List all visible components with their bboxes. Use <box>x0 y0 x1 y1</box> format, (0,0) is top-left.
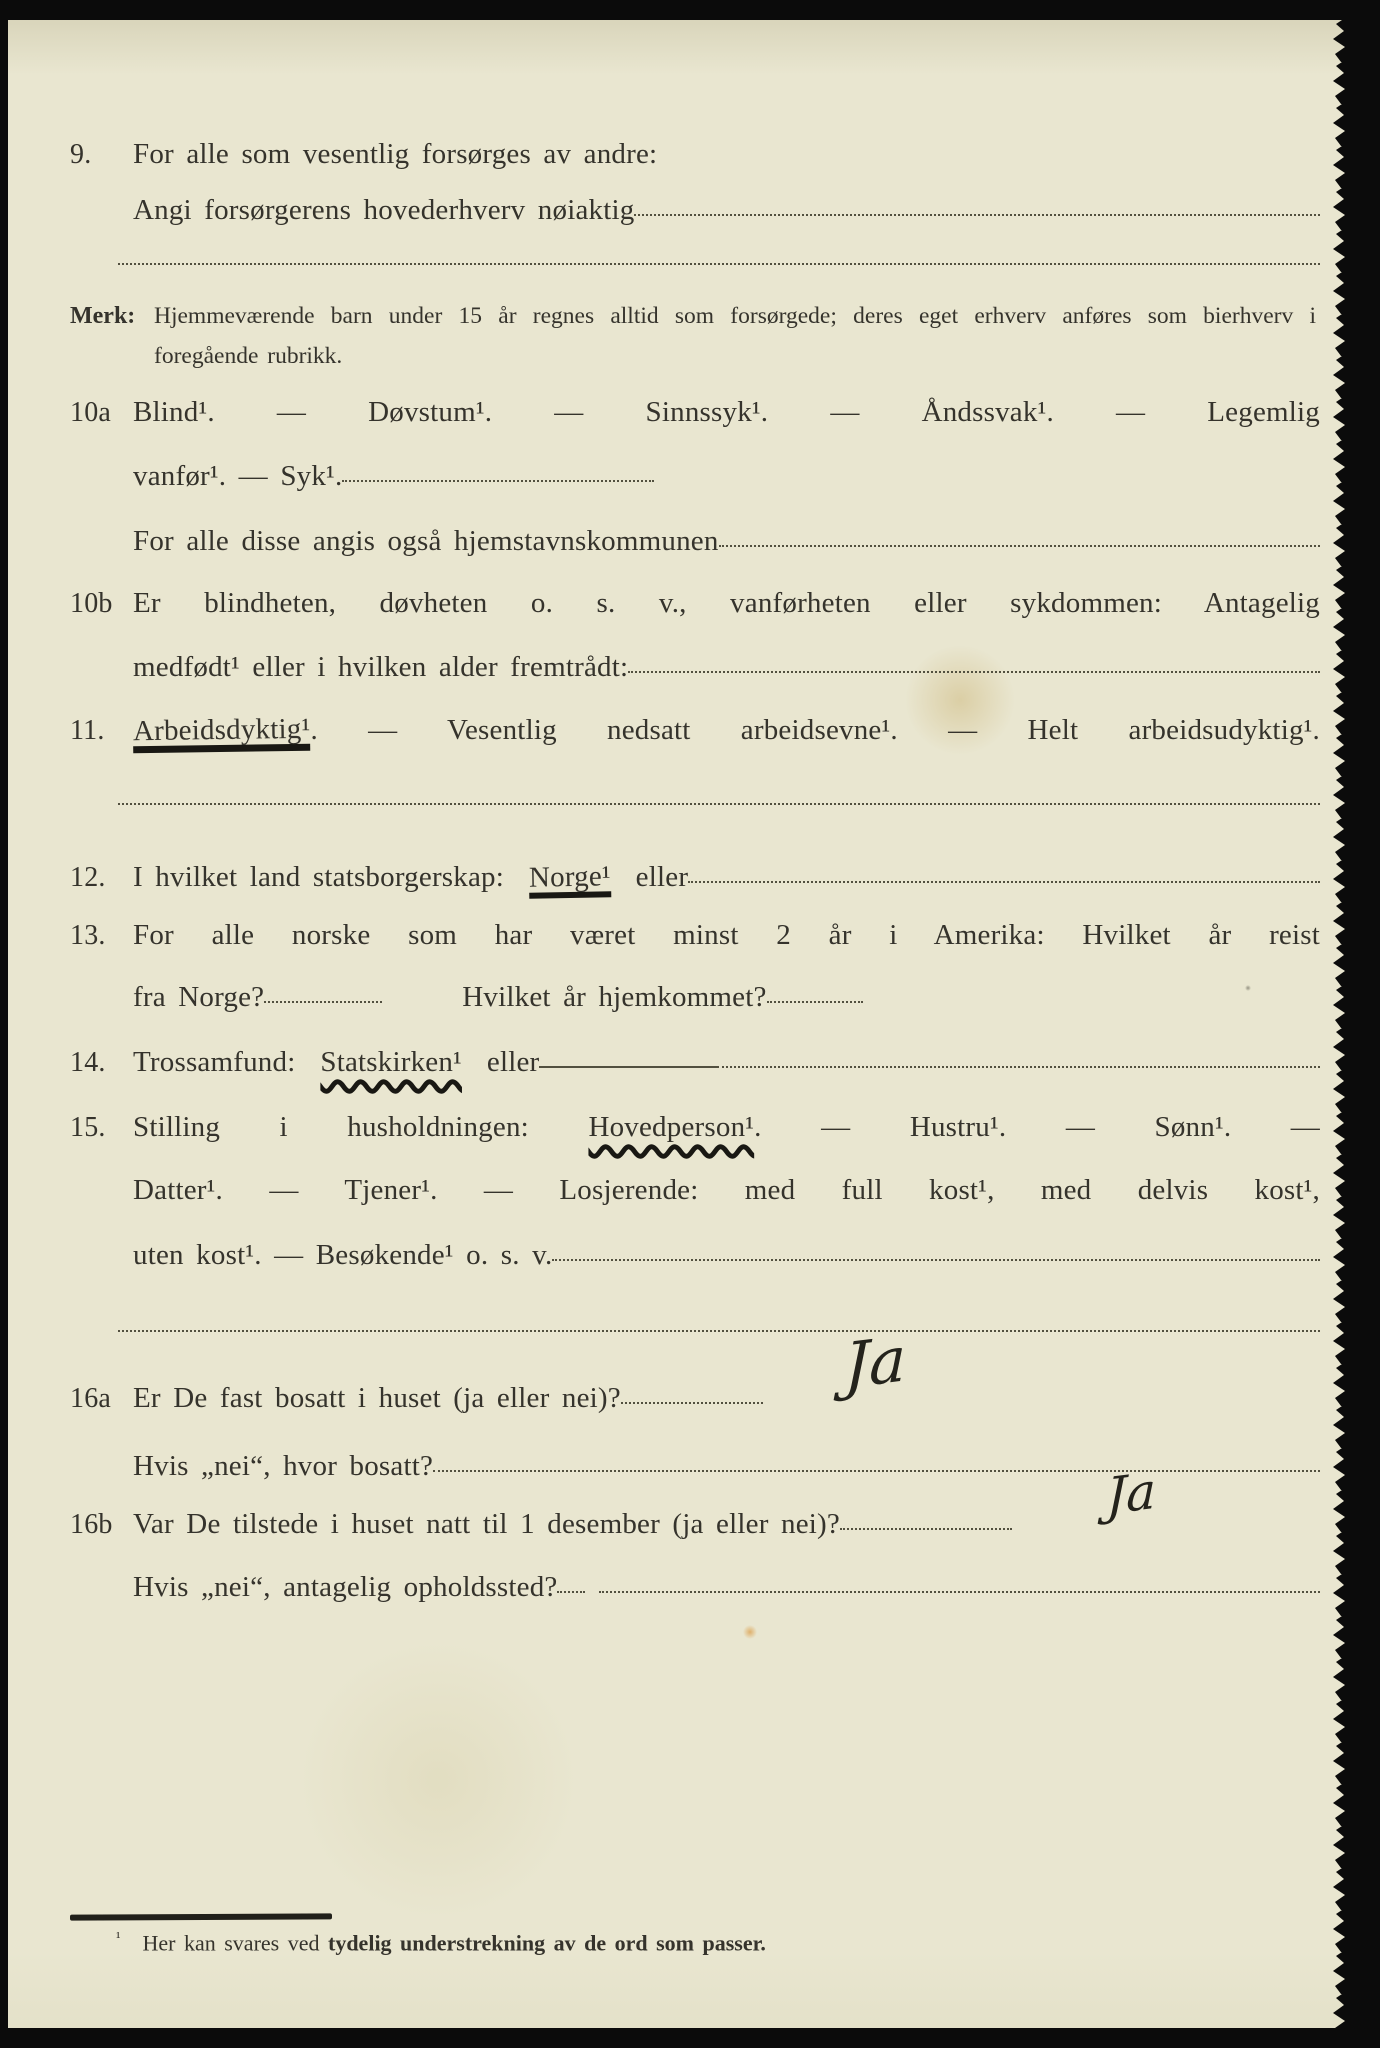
question-14 <box>70 1044 1320 1080</box>
question-text: vanfør¹. — Syk¹. <box>133 460 343 492</box>
question-text: fra Norge? <box>133 981 265 1013</box>
question-text: For alle som vesentlig forsørges av andre: <box>133 138 658 170</box>
question-text: Angi forsørgerens hovederhverv nøiaktig <box>133 194 635 226</box>
question-10a-line1 <box>70 394 1320 430</box>
question-16a <box>70 1380 1320 1416</box>
question-text: Trossamfund: Statskirken¹ eller <box>133 1046 540 1078</box>
underlined-choice: Hovedperson¹ <box>588 1111 755 1143</box>
handwritten-answer-16a: Ja <box>843 1321 907 1404</box>
blank-answer-line <box>840 1528 1012 1530</box>
question-text: Hvis „nei“, antagelig opholdssted? <box>133 1571 558 1603</box>
blank-answer-line <box>717 1066 1320 1068</box>
question-12 <box>70 859 1320 898</box>
question-text: Blind¹. — Døvstum¹. — Sinnssyk¹. — Åndssvak¹. — Legemlig <box>133 396 1320 428</box>
underlined-choice: Arbeidsdyktig¹ <box>133 714 311 754</box>
footnote-text: Her kan svares ved <box>142 1930 320 1956</box>
blank-answer-line <box>552 1259 1320 1261</box>
question-text: Hvilket år hjemkommet? <box>462 981 767 1013</box>
question-9-line2 <box>70 192 1320 228</box>
blank-answer-line <box>433 1470 1320 1472</box>
question-text: Datter¹. — Tjener¹. — Losjerende: med full kost¹, med delvis kost¹, <box>133 1174 1320 1206</box>
torn-paper-edge <box>1330 20 1356 2028</box>
note-text: Hjemmeværende barn under 15 år regnes alltid som forsørgede; deres eget erhverv anføres som bierhverv i foregående rubrikk. <box>154 303 1316 370</box>
footnote-marker: ¹ <box>116 1930 121 1946</box>
question-number: 14. <box>70 1047 106 1078</box>
note-label: Merk: <box>70 303 136 329</box>
question-text: medfødt¹ eller i hvilken alder fremtrådt: <box>133 651 629 683</box>
question-text: Var De tilstede i huset natt til 1 desember (ja eller nei)? <box>133 1508 840 1540</box>
question-text: Er blindheten, døvheten o. s. v., vanførheten eller sykdommen: Antagelig <box>133 587 1320 619</box>
question-text: Arbeidsdyktig¹. — Vesentlig nedsatt arbeidsevne¹. — Helt arbeidsudyktig¹. <box>133 712 1320 752</box>
blank-answer-line <box>767 1001 863 1003</box>
question-13-line1 <box>70 917 1320 953</box>
blank-answer-line <box>557 1591 585 1593</box>
question-text: Hvis „nei“, hvor bosatt? <box>133 1450 434 1482</box>
question-number: 10a <box>70 397 112 428</box>
question-text: For alle disse angis også hjemstavnskommunen <box>133 525 719 557</box>
question-number: 10b <box>70 588 113 619</box>
question-number: 9. <box>70 139 92 170</box>
question-16b-sub <box>70 1569 1320 1605</box>
underlined-choice: Statskirken¹ <box>320 1046 462 1078</box>
blank-answer-line <box>621 1402 763 1404</box>
question-15-line2 <box>70 1172 1320 1208</box>
blank-answer-line <box>264 1001 382 1003</box>
question-10b-line2 <box>70 649 1320 685</box>
dotted-separator <box>118 803 1320 805</box>
question-text: I hvilket land statsborgerskap: Norge¹ eller <box>133 859 688 898</box>
question-9-line1 <box>70 136 1320 172</box>
footnote-rule <box>70 1913 332 1920</box>
question-number: 16a <box>70 1383 112 1414</box>
blank-answer-line <box>719 545 1320 547</box>
question-number: 16b <box>70 1509 113 1540</box>
question-text: For alle norske som har været minst 2 år i Amerika: Hvilket år reist <box>133 919 1320 951</box>
question-number: 13. <box>70 920 106 951</box>
question-text: Stilling i husholdningen: Hovedperson¹. — Hustru¹. — Sønn¹. — <box>133 1111 1321 1143</box>
blank-answer-line <box>634 214 1320 216</box>
blank-answer-line <box>599 1591 1320 1593</box>
blank-answer-line <box>628 671 1320 673</box>
question-13-line2 <box>70 979 1320 1015</box>
underlined-choice: Norge¹ <box>529 861 611 899</box>
question-10a-note <box>70 523 1320 559</box>
blank-answer-line <box>688 881 1320 883</box>
scanned-form-page <box>8 20 1354 2028</box>
footnote-text-bold: tydelig understrekning av de ord som passer. <box>328 1930 766 1956</box>
blank-answer-line <box>342 480 654 482</box>
question-11 <box>70 712 1320 752</box>
question-10a-line2 <box>70 458 1320 494</box>
footnote <box>116 1930 1294 1956</box>
question-10b-line1 <box>70 585 1320 621</box>
blank-answer-line <box>539 1066 717 1068</box>
dotted-separator <box>118 263 1320 265</box>
handwritten-answer-16b: Ja <box>1105 1461 1157 1527</box>
question-text: Er De fast bosatt i huset (ja eller nei)? <box>133 1382 621 1414</box>
question-number: 11. <box>70 715 105 746</box>
question-15-line1 <box>70 1109 1320 1145</box>
question-number: 12. <box>70 862 106 893</box>
question-15-line3 <box>70 1237 1320 1273</box>
note-block <box>70 296 1316 377</box>
question-text: uten kost¹. — Besøkende¹ o. s. v. <box>133 1239 553 1271</box>
dotted-separator <box>118 1330 1320 1332</box>
question-number: 15. <box>70 1112 106 1143</box>
